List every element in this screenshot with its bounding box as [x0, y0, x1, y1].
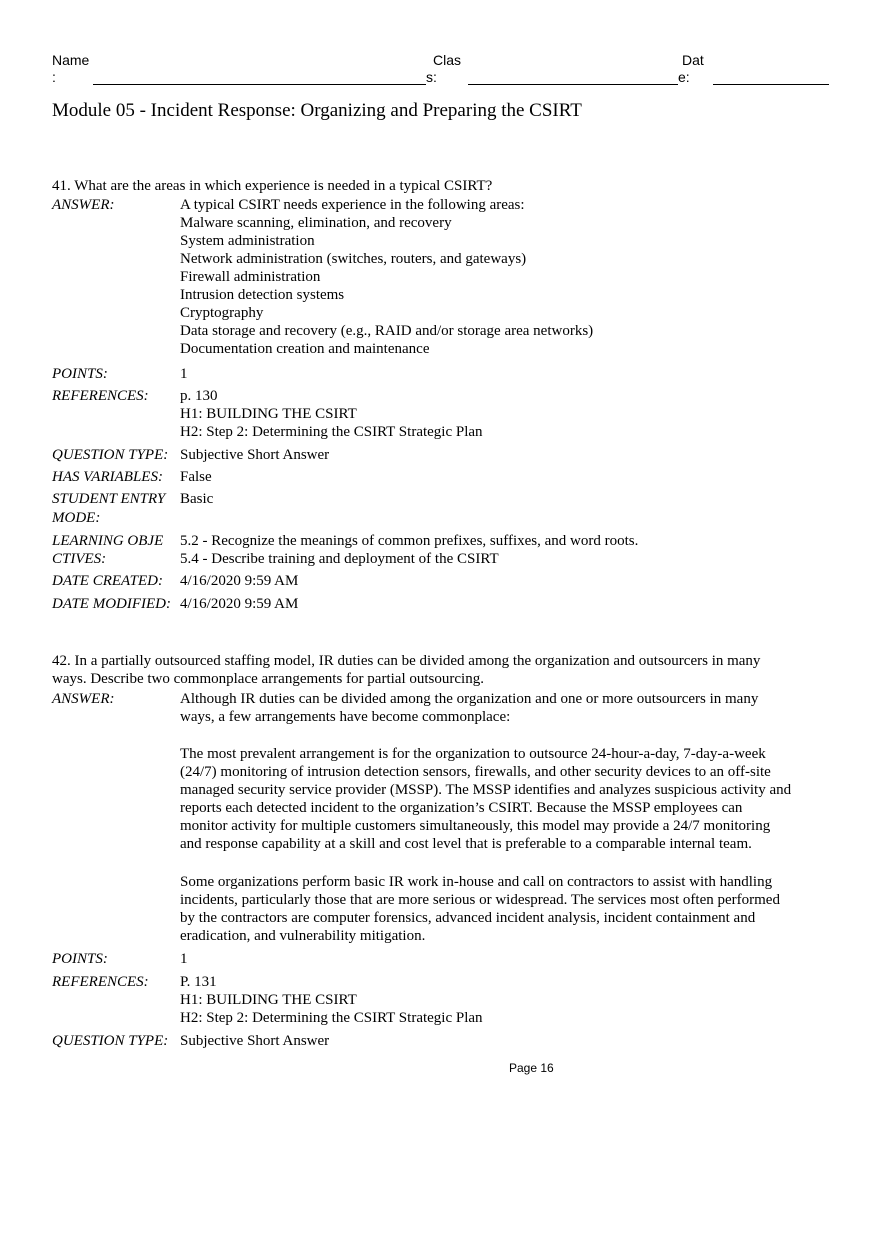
q41-learning-objectives-label-2: CTIVES: [52, 551, 107, 567]
q42-answer-line: Although IR duties can be divided among the organization and one or more outsourcers in many [180, 691, 759, 707]
q41-answer-line: Firewall administration [180, 269, 321, 285]
q41-answer-line: Network administration (switches, routers, and gateways) [180, 251, 527, 267]
q42-answer-paragraph-3 [180, 873, 780, 945]
q42-answer-paragraph-2 [180, 745, 791, 853]
q41-question-type-value: Subjective Short Answer [180, 447, 330, 463]
q42-question-type-value: Subjective Short Answer [180, 1033, 330, 1049]
name-colon: : [52, 69, 56, 85]
q42-points-value: 1 [180, 951, 188, 967]
q41-answer-line: Documentation creation and maintenance [180, 341, 430, 357]
q42-answer-line: reports each detected incident to the organization’s CSIRT. Because the MSSP employees can [180, 800, 743, 816]
q41-learning-objectives [180, 532, 638, 568]
q42-reference-line: H1: BUILDING THE CSIRT [180, 992, 357, 1008]
name-field-line[interactable] [93, 84, 426, 85]
q41-question-type-label: QUESTION TYPE: [52, 447, 169, 463]
q41-date-modified-label: DATE MODIFIED: [52, 596, 171, 612]
q41-student-entry-label: STUDENT ENTRY [52, 491, 166, 507]
q41-date-modified-value: 4/16/2020 9:59 AM [180, 596, 299, 612]
q41-student-entry-label-2: MODE: [52, 510, 101, 526]
q42-answer-line: (24/7) monitoring of intrusion detection sensors, firewalls, and other security devices to an off-site [180, 764, 771, 780]
q42-answer-line: The most prevalent arrangement is for the organization to outsource 24-hour-a-day, 7-day-a-week [180, 746, 766, 762]
q42-references [180, 973, 483, 1027]
q41-points-value: 1 [180, 366, 188, 382]
name-label: Name [52, 52, 90, 68]
q42-question [52, 652, 760, 688]
q42-answer-paragraph-1 [180, 690, 758, 726]
q42-answer-line: incidents, particularly those that are more serious or widespread. The services most often performed [180, 892, 780, 908]
q42-answer-line: ways, a few arrangements have become commonplace: [180, 709, 511, 725]
q42-answer-line: Some organizations perform basic IR work in-house and call on contractors to assist with handling [180, 874, 773, 890]
q41-answer [180, 196, 593, 358]
date-field-line[interactable] [713, 84, 829, 85]
q42-points-label: POINTS: [52, 951, 108, 967]
page-number: Page 16 [509, 1061, 554, 1075]
q41-answer-line: A typical CSIRT needs experience in the following areas: [180, 197, 525, 213]
q41-has-variables-label: HAS VARIABLES: [52, 469, 163, 485]
q42-references-label: REFERENCES: [52, 974, 149, 990]
q41-reference-line: p. 130 [180, 388, 218, 404]
class-suffix: s: [426, 69, 437, 85]
q42-question-type-label: QUESTION TYPE: [52, 1033, 169, 1049]
q41-objective-line: 5.4 - Describe training and deployment of the CSIRT [180, 551, 499, 567]
q41-question: 41. What are the areas in which experience is needed in a typical CSIRT? [52, 178, 493, 194]
q42-answer-line: and response capability at a skill and cost level that is preferable to a comparable internal team. [180, 836, 752, 852]
q42-answer-line: by the contractors are computer forensics, advanced incident analysis, incident containment and [180, 910, 756, 926]
q42-reference-line: H2: Step 2: Determining the CSIRT Strategic Plan [180, 1010, 483, 1026]
q41-reference-line: H1: BUILDING THE CSIRT [180, 406, 357, 422]
q41-answer-line: Malware scanning, elimination, and recovery [180, 215, 452, 231]
q41-student-entry-value: Basic [180, 491, 214, 507]
q41-reference-line: H2: Step 2: Determining the CSIRT Strategic Plan [180, 424, 483, 440]
q42-answer-line: managed security service provider (MSSP). The MSSP identifies and analyzes suspicious activity and [180, 782, 792, 798]
date-suffix: e: [678, 69, 690, 85]
q41-answer-line: Data storage and recovery (e.g., RAID and/or storage area networks) [180, 323, 594, 339]
q41-learning-objectives-label: LEARNING OBJE [52, 533, 164, 549]
page-title: Module 05 - Incident Response: Organizing and Preparing the CSIRT [52, 100, 582, 121]
q41-points-label: POINTS: [52, 366, 108, 382]
q42-answer-label: ANSWER: [52, 691, 115, 707]
q42-reference-line: P. 131 [180, 974, 217, 990]
q41-objective-line: 5.2 - Recognize the meanings of common prefixes, suffixes, and word roots. [180, 533, 639, 549]
q41-answer-line: System administration [180, 233, 315, 249]
q42-answer-line: monitor activity for multiple customers simultaneously, this model may provide a 24/7 monitoring [180, 818, 771, 834]
q42-question-line: ways. Describe two commonplace arrangements for partial outsourcing. [52, 671, 484, 687]
q41-has-variables-value: False [180, 469, 212, 485]
q41-date-created-label: DATE CREATED: [52, 573, 163, 589]
class-label: Clas [433, 52, 462, 68]
q41-answer-line: Intrusion detection systems [180, 287, 345, 303]
class-field-line[interactable] [468, 84, 678, 85]
q41-references [180, 387, 483, 441]
q41-answer-line: Cryptography [180, 305, 264, 321]
q41-references-label: REFERENCES: [52, 388, 149, 404]
q41-answer-label: ANSWER: [52, 197, 115, 213]
q42-question-line: 42. In a partially outsourced staffing model, IR duties can be divided among the organization and outsourcers in many [52, 653, 761, 669]
q41-date-created-value: 4/16/2020 9:59 AM [180, 573, 299, 589]
date-label: Dat [682, 52, 704, 68]
q42-answer-line: eradication, and vulnerability mitigation. [180, 928, 426, 944]
